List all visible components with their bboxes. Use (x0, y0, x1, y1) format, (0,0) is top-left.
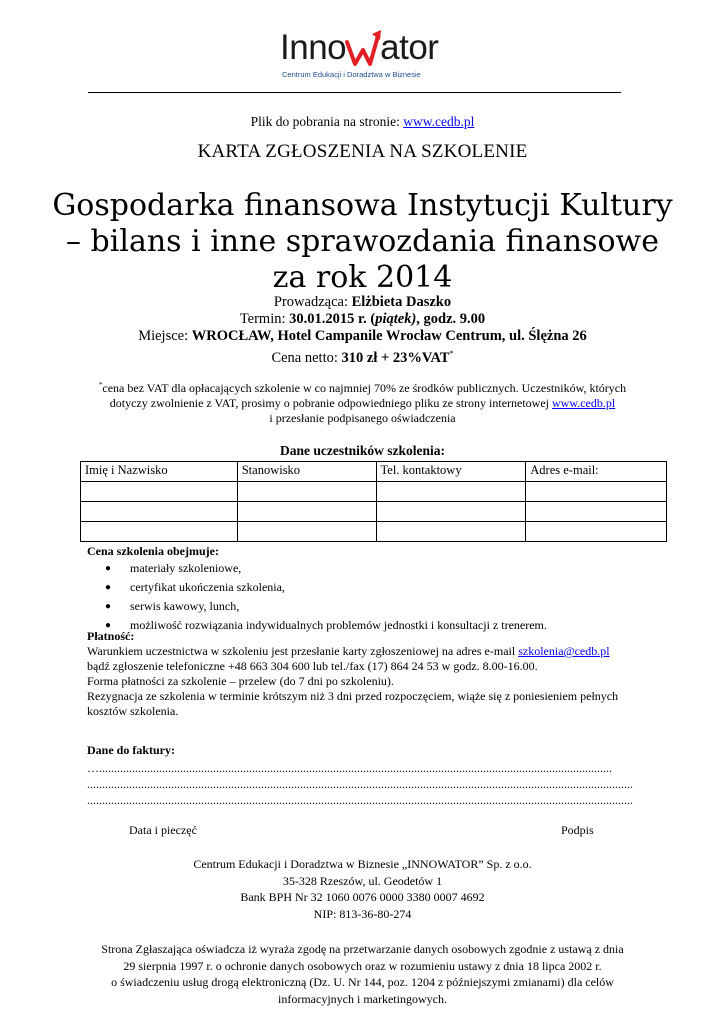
company-address: 35-328 Rzeszów, ul. Geodetów 1 (282, 873, 443, 888)
form-title: KARTA ZGŁOSZENIA NA SZKOLENIE (197, 141, 528, 162)
signature-label: Podpis (561, 823, 594, 837)
invoice-heading: Dane do faktury: (87, 743, 176, 757)
table-row (81, 502, 667, 522)
table-header-row (81, 462, 667, 482)
table-cell[interactable] (526, 522, 667, 542)
vat-note: *cena bez VAT dla opłacających szkolenie w co najmniej 70% ze środków publicznych. Uczestników, których dotyczy zwolnienie z VAT, prosimy o pobranie odpowiedniego pliku ze strony internetowej www.cedb.pl i przesłanie podpisanego oświadczenia (98, 381, 627, 425)
table-cell[interactable] (81, 502, 238, 522)
date-line: Termin: 30.01.2015 r. (piątek), godz. 9.00 (239, 311, 486, 327)
course-details (0, 294, 725, 367)
bullet-icon: ● (105, 582, 112, 593)
table-cell[interactable] (376, 502, 526, 522)
list-item: ● serwis kawowy, lunch, (87, 597, 647, 616)
company-bank: Bank BPH Nr 32 1060 0076 0000 3380 0007 4692 (240, 890, 485, 904)
consent-statement: Strona Zgłaszająca oświadcza iż wyraża zgodę na przetwarzanie danych osobowych zgodnie z ustawą z dnia 29 sierpnia 1997 r. o ochronie danych osobowych oraz w rozumieniu ustawy z dnia 18 lipca 2002 r. o świadczeniu usług drogą elektroniczną (Dz. U. Nr 144, poz. 1204 z późniejszymi zmianami) dla celów informacyjnych i marketingowych. (101, 942, 624, 1006)
download-link[interactable]: www.cedb.pl (403, 114, 475, 129)
payment-email-link[interactable]: szkolenia@cedb.pl (518, 644, 610, 658)
column-header: Stanowisko (237, 462, 376, 482)
bullet-icon: ● (105, 620, 112, 631)
price-value: 310 zł + 23%VAT (341, 349, 450, 366)
participants-table (80, 461, 667, 542)
list-item: ● możliwość rozwiązania indywidualnych problemów jednostki i konsultacji z trenerem. (87, 616, 647, 635)
trainer-name: Elżbieta Daszko (351, 294, 452, 310)
table-cell[interactable] (81, 522, 238, 542)
company-info (0, 856, 725, 922)
course-title-line-3: za rok 2014 (272, 260, 453, 295)
date-stamp-label: Data i pieczęć (129, 823, 197, 837)
company-nip: NIP: 813-36-80-274 (313, 906, 412, 921)
course-title-line-1: Gospodarka finansowa Instytucji Kultury (52, 188, 673, 223)
column-header: Adres e-mail: (526, 462, 667, 482)
place-value: WROCŁAW, Hotel Campanile Wrocław Centrum, ul. Ślężna 26 (191, 328, 587, 344)
innowator-logo (280, 28, 450, 86)
payment-section: Płatność: Warunkiem uczestnictwa w szkoleniu jest przesłanie karty zgłoszeniowej na adres e-mail szkolenia@cedb.pl bądź zgłoszenie telefoniczne +48 663 304 600 lub tel./fax (17) 864 24 53 w godz. 8.00-16.00. Forma płatności za szkolenie – przelew (do 7 dni po szkoleniu). Rezygnacja ze szkolenia w terminie krótszym niż 3 dni przed rozpoczęciem, wiąże się z poniesieniem pełnych kosztów szkolenia. (87, 629, 639, 719)
includes-list (87, 559, 647, 635)
includes-heading: Cena szkolenia obejmuje: (87, 544, 219, 558)
bullet-icon: ● (105, 563, 112, 574)
table-cell[interactable] (526, 482, 667, 502)
course-title-line-2: – bilans i inne sprawozdania finansowe (66, 224, 659, 259)
table-cell[interactable] (81, 482, 238, 502)
trainer-line: Prowadząca: Elżbieta Daszko (273, 294, 452, 310)
table-cell[interactable] (376, 482, 526, 502)
column-header: Imię i Nazwisko (81, 462, 238, 482)
table-cell[interactable] (237, 482, 376, 502)
bullet-icon: ● (105, 601, 112, 612)
download-line (0, 114, 725, 130)
list-item: ● certyfikat ukończenia szkolenia, (87, 578, 647, 597)
invoice-line-2[interactable]: ...................................................................................................................................................................................... (87, 777, 633, 791)
table-row (81, 522, 667, 542)
logo-arrow-w-icon (345, 28, 381, 68)
logo-wordmark: Inno ator (280, 28, 439, 67)
column-header: Tel. kontaktowy (376, 462, 526, 482)
price-line: Cena netto: 310 zł + 23%VAT* (271, 349, 454, 366)
participants-heading: Dane uczestników szkolenia: (280, 443, 445, 458)
place-line: Miejsce: WROCŁAW, Hotel Campanile Wrocław Centrum, ul. Ślężna 26 (138, 328, 587, 344)
vat-note-link[interactable]: www.cedb.pl (552, 396, 616, 410)
invoice-line-1[interactable]: …........................................................................................................................................................................... (87, 761, 612, 775)
payment-heading: Płatność: (87, 629, 135, 643)
course-title (0, 188, 725, 296)
company-name: Centrum Edukacji i Doradztwa w Biznesie „INNOWATOR” Sp. z o.o. (193, 857, 532, 871)
invoice-line-3[interactable]: ...................................................................................................................................................................................... (87, 793, 633, 807)
table-cell[interactable] (237, 502, 376, 522)
table-cell[interactable] (526, 502, 667, 522)
logo-subtitle: Centrum Edukacji i Doradztwa w Biznesie (282, 70, 421, 79)
table-cell[interactable] (237, 522, 376, 542)
table-row (81, 482, 667, 502)
download-label: Plik do pobrania na stronie: (250, 114, 404, 129)
table-cell[interactable] (376, 522, 526, 542)
list-item: ● materiały szkoleniowe, (87, 559, 647, 578)
header-rule (88, 92, 621, 93)
